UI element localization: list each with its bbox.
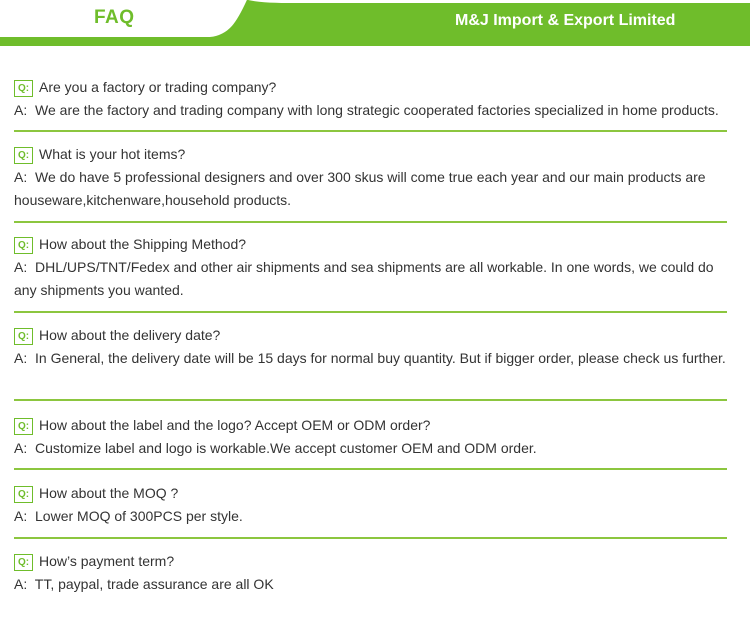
answer-prefix: A:	[14, 102, 28, 118]
question-badge: Q:	[14, 80, 33, 97]
question-text: How about the MOQ ?	[39, 485, 179, 501]
faq-item	[14, 76, 738, 122]
question-badge: Q:	[14, 554, 33, 571]
answer-prefix: A:	[14, 350, 28, 366]
answer-prefix: A:	[14, 169, 28, 185]
question-text: How about the Shipping Method?	[39, 236, 247, 252]
answer-text: In General, the delivery date will be 15 days for normal buy quantity. But if bigger order, please check us further.	[35, 350, 726, 366]
answer-prefix: A:	[14, 259, 28, 275]
question-badge: Q:	[14, 418, 33, 435]
faq-item	[14, 143, 738, 212]
divider	[14, 468, 727, 470]
question-text: How about the label and the logo? Accept OEM or ODM order?	[39, 417, 431, 433]
divider	[14, 130, 727, 132]
question-badge: Q:	[14, 237, 33, 254]
faq-header	[0, 0, 750, 46]
faq-item	[14, 324, 738, 370]
faq-item	[14, 233, 738, 302]
answer-text: Customize label and logo is workable.We accept customer OEM and ODM order.	[35, 440, 537, 456]
question-badge: Q:	[14, 328, 33, 345]
question-text: What is your hot items?	[39, 146, 186, 162]
question-badge: Q:	[14, 147, 33, 164]
divider	[14, 399, 727, 401]
answer-text: We are the factory and trading company with long strategic cooperated factories specialized in home products.	[35, 102, 719, 118]
answer-text: TT, paypal, trade assurance are all OK	[34, 576, 274, 592]
answer-text: DHL/UPS/TNT/Fedex and other air shipments and sea shipments are all workable. In one words, we could do any shipments you wanted.	[14, 259, 714, 298]
question-text: Are you a factory or trading company?	[39, 79, 277, 95]
faq-item	[14, 482, 738, 528]
answer-prefix: A:	[14, 508, 28, 524]
answer-text: Lower MOQ of 300PCS per style.	[35, 508, 243, 524]
question-text: How’s payment term?	[39, 553, 175, 569]
question-text: How about the delivery date?	[39, 327, 221, 343]
question-badge: Q:	[14, 486, 33, 503]
answer-text: We do have 5 professional designers and over 300 skus will come true each year and our main products are houseware,kitchenware,household products.	[14, 169, 706, 208]
faq-item	[14, 550, 738, 596]
answer-prefix: A:	[14, 440, 28, 456]
divider	[14, 221, 727, 223]
answer-prefix: A:	[14, 576, 28, 592]
divider	[14, 537, 727, 539]
divider	[14, 311, 727, 313]
company-name: M&J Import & Export Limited	[455, 12, 676, 29]
faq-title: FAQ	[94, 7, 135, 28]
faq-item	[14, 414, 738, 460]
